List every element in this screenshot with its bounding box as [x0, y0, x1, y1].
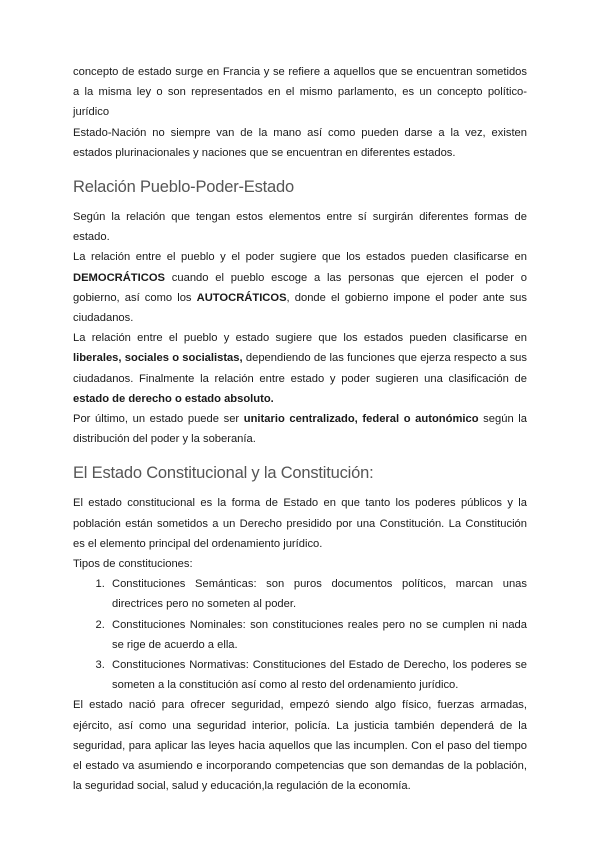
intro-paragraph-1: concepto de estado surge en Francia y se refiere a aquellos que se encuentran sometidos a la misma ley o son representados en el mismo parlamento, es un concepto político-jurídico	[73, 66, 527, 119]
text-run: dependiendo de las funciones que ejerza respecto a sus ciudadanos. Finalmente la relación entre estado y poder sugieren una clasificación de	[73, 352, 528, 385]
bold-term-liberales: liberales, sociales o socialistas,	[73, 352, 243, 365]
list-item: 3. Constituciones Normativas: Constituciones del Estado de Derecho, los poderes se someten a la constitución así como al resto del ordenamiento jurídico.	[108, 655, 527, 695]
bold-term-democraticos: DEMOCRÁTICOS	[73, 271, 165, 284]
text-run: según la distribución del poder y la soberanía.	[73, 413, 527, 446]
text-run: La relación entre el pueblo y estado sugiere que los estados pueden clasificarse en	[73, 332, 527, 345]
list-item: 2. Constituciones Nominales: son constituciones reales pero no se cumplen ni nada se rige de acuerdo a ella.	[108, 615, 527, 655]
text-run: , donde el gobierno impone el poder ante sus ciudadanos.	[73, 291, 527, 325]
text-run: La relación entre el pueblo y el poder sugiere que los estados pueden clasificarse en	[73, 251, 527, 264]
relacion-paragraph-4	[73, 409, 527, 449]
bold-term-estado-derecho: estado de derecho o estado absoluto.	[73, 392, 274, 405]
list-item: 1. Constituciones Semánticas: son puros documentos políticos, marcan unas directrices pero no someten al poder.	[108, 574, 527, 614]
bold-term-autocraticos: AUTOCRÁTICOS	[196, 291, 287, 304]
text-run: Por último, un estado puede ser	[73, 413, 244, 426]
document-page	[73, 62, 527, 797]
relacion-paragraph-2	[73, 247, 527, 328]
intro-paragraph-2: Estado-Nación no siempre van de la mano así como pueden darse a la vez, existen estados plurinacionales y naciones que se encuentran en diferentes estados.	[73, 126, 527, 159]
relacion-paragraph-3	[73, 328, 527, 409]
list-title: Tipos de constituciones:	[73, 558, 193, 571]
constitucional-paragraph-2: El estado nació para ofrecer seguridad, empezó siendo algo físico, fuerzas armadas, ejército, así como una seguridad interior, policía. La justicia también dependerá de la seguridad, para aplicar las leyes hacia aquellos que las incumplen. Con el paso del tiempo el estado va asumiendo e incorporando competencias que son demandas de la población, la seguridad social, salud y educación,la regulación de la economía.	[73, 699, 527, 793]
relacion-paragraph-1: Según la relación que tengan estos elementos entre sí surgirán diferentes formas de estado.	[73, 211, 527, 244]
section-heading-relacion: Relación Pueblo-Poder-Estado	[73, 178, 294, 197]
bold-term-unitario: unitario centralizado, federal o autonómico	[243, 413, 479, 426]
constitution-types-list	[73, 574, 527, 695]
text-run: cuando el pueblo escoge a las personas que ejercen el poder o gobierno, así como los	[73, 271, 527, 304]
constitucional-paragraph-1: El estado constitucional es la forma de Estado en que tanto los poderes públicos y la población están sometidos a un Derecho presidido por una Constitución. La Constitución es el elemento principal del ordenamiento jurídico.	[73, 497, 527, 550]
section-heading-constitucional: El Estado Constitucional y la Constitución:	[73, 464, 374, 483]
